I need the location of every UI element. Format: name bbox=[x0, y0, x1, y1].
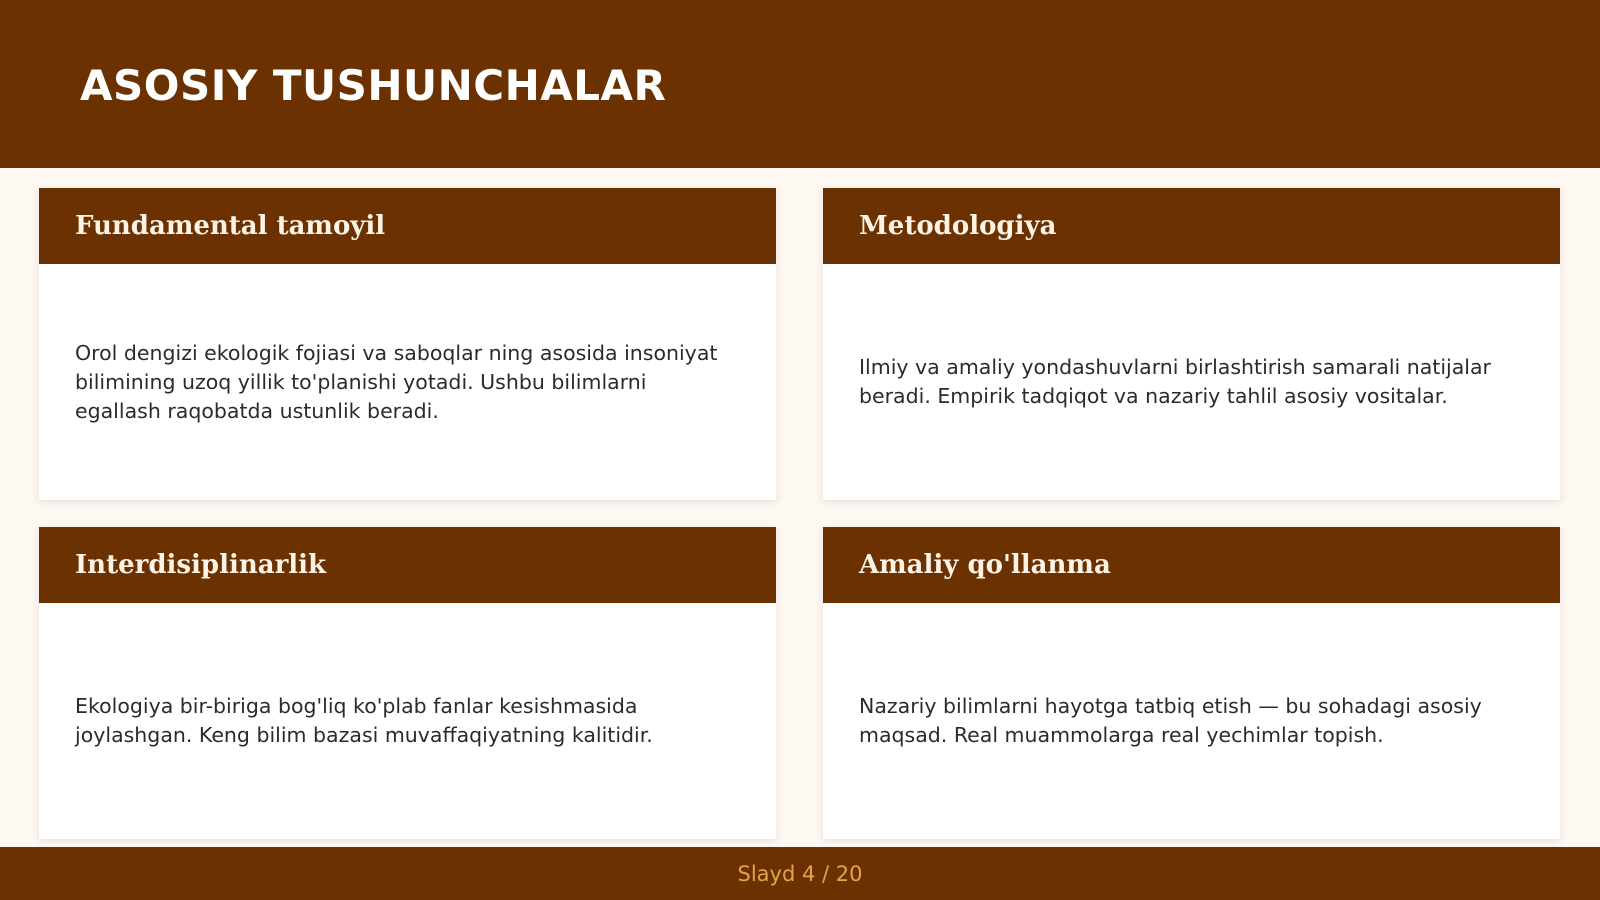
card-text: Orol dengizi ekologik fojiasi va saboqlar ning asosida insoniyat bilimining uzoq yillik to'planishi yotadi. Ushbu bilimlarni egallash raqobatda ustunlik beradi. bbox=[75, 340, 718, 423]
card-metodologiya bbox=[823, 188, 1560, 500]
slide-header bbox=[0, 0, 1600, 168]
card-header bbox=[39, 188, 776, 264]
card-body bbox=[823, 264, 1560, 500]
card-body bbox=[39, 603, 776, 839]
card-amaliy-qollanma bbox=[823, 527, 1560, 839]
card-title: Fundamental tamoyil bbox=[75, 211, 386, 241]
card-fundamental-tamoyil bbox=[39, 188, 776, 500]
card-title: Amaliy qo'llanma bbox=[859, 550, 1111, 580]
card-text: Ekologiya bir-biriga bog'liq ko'plab fanlar kesishmasida joylashgan. Keng bilim bazasi muvaffaqiyatning kalitidir. bbox=[75, 694, 653, 747]
card-text: Ilmiy va amaliy yondashuvlarni birlashtirish samarali natijalar beradi. Empirik tadqiqot va nazariy tahlil asosiy vositalar. bbox=[859, 355, 1491, 408]
card-header bbox=[823, 527, 1560, 603]
card-body bbox=[39, 264, 776, 500]
card-header bbox=[823, 188, 1560, 264]
card-title: Metodologiya bbox=[859, 211, 1057, 241]
card-header bbox=[39, 527, 776, 603]
slide-footer bbox=[0, 847, 1600, 900]
card-body bbox=[823, 603, 1560, 839]
card-title: Interdisiplinarlik bbox=[75, 550, 327, 580]
slide-counter: Slayd 4 / 20 bbox=[737, 861, 863, 886]
slide-title: ASOSIY TUSHUNCHALAR bbox=[80, 61, 667, 110]
card-interdisiplinarlik bbox=[39, 527, 776, 839]
card-text: Nazariy bilimlarni hayotga tatbiq etish — bu sohadagi asosiy maqsad. Real muammolarga real yechimlar topish. bbox=[859, 694, 1482, 747]
